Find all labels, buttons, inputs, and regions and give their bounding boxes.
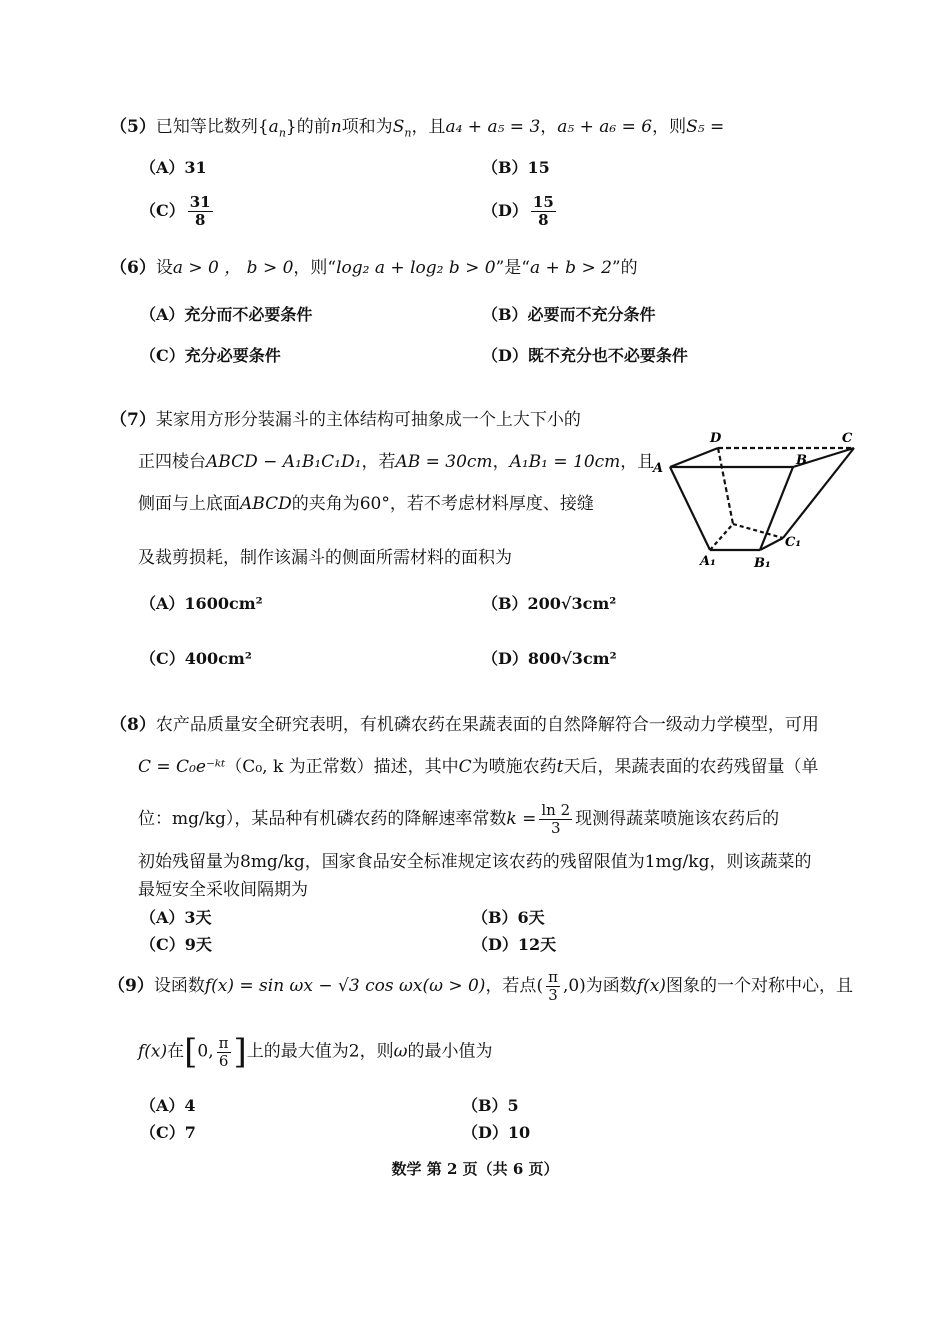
- edge-DD1: [718, 448, 733, 524]
- q9-number: （9）: [108, 976, 154, 996]
- q8-k-den: 3: [550, 819, 561, 837]
- q9-option-d-label: （D）: [462, 1123, 508, 1142]
- edge-CC1: [783, 448, 854, 538]
- q8-line-2-c: 为喷施农药: [471, 757, 557, 777]
- q6-option-b-text: 必要而不充分条件: [527, 305, 656, 324]
- q5-option-c: [140, 194, 216, 229]
- q6-option-c-label: （C）: [140, 346, 185, 365]
- q6-cond: a > 0 ， b > 0: [172, 258, 294, 278]
- q9-point-den: 3: [548, 986, 558, 1004]
- q9-option-d-text: 10: [507, 1123, 531, 1142]
- q5-n: n: [330, 117, 342, 137]
- q5-text-c: 项和为: [341, 117, 393, 137]
- q9-line-2-c: 的最小值为: [407, 1041, 493, 1062]
- label-A1: A₁: [700, 554, 716, 569]
- q9-line-1-b: ，若点: [485, 976, 537, 996]
- q5-stem: （5）已知等比数列$\{a_n\}$的前n项和为$S_n$，且a₄ + a₅ = 3，a₅ + a₆ = 6，则S₅ =: [110, 117, 725, 140]
- q8-option-b-text: 6天: [517, 908, 545, 927]
- q5-number: （5）: [110, 117, 156, 137]
- q8-line-3-a: 位：mg/kg），某品种有机磷农药的降解速率常数: [138, 809, 507, 829]
- q9-omega: ω: [393, 1041, 408, 1062]
- q5-option-b: [482, 158, 550, 178]
- q5-option-c-den: 8: [194, 211, 206, 229]
- q6-option-b-label: （B）: [482, 305, 528, 324]
- q7-line-2-a: 正四棱台: [138, 452, 206, 472]
- q8-option-a-label: （A）: [140, 908, 185, 927]
- q7-line-2: [138, 451, 654, 473]
- q7-option-b: [482, 594, 616, 614]
- q9-line-2: [138, 1032, 492, 1072]
- q6-option-d: [482, 346, 688, 366]
- q8-line-2: [138, 756, 819, 778]
- q9-point-open: (: [536, 976, 544, 996]
- q8-option-b: [472, 908, 545, 928]
- frustum-figure: [648, 422, 868, 574]
- q5-seq-var: a: [268, 117, 279, 137]
- q7-line-2-f: A₁B₁ = 10cm: [509, 452, 621, 472]
- q5-text-d: ，且: [411, 117, 446, 137]
- edge-D1C1: [733, 524, 783, 538]
- q8-line-3: [138, 802, 779, 837]
- q9-interval-a: 0,: [197, 1041, 214, 1062]
- label-A: A: [653, 461, 664, 476]
- q7-option-c-text: 400cm²: [184, 649, 252, 668]
- q6-text-d: ”的: [611, 258, 638, 278]
- q9-interval-fraction: [217, 1035, 231, 1070]
- q7-option-a-label: （A）: [140, 594, 185, 613]
- q5-option-b-label: （B）: [482, 158, 528, 177]
- q9-interval-den: 6: [218, 1051, 229, 1070]
- q8-option-c: [140, 935, 212, 955]
- q8-line-2-b: C: [458, 757, 472, 777]
- q8-line-4: [138, 851, 811, 873]
- q6-number: （6）: [110, 258, 156, 278]
- q8-option-b-label: （B）: [472, 908, 518, 927]
- q6-option-b: [482, 305, 656, 325]
- q6-option-a-label: （A）: [140, 305, 185, 324]
- q8-line-4-text: 初始残留量为8mg/kg，国家食品安全标准规定该农药的残留限值为1mg/kg，则该蔬菜的: [138, 852, 812, 872]
- q5-seq-sub: n: [278, 126, 286, 140]
- q8-option-a: [140, 908, 212, 928]
- q8-line-5-text: 最短安全采收间隔期为: [138, 880, 308, 900]
- q8-line-1: [110, 714, 819, 736]
- q6-text-c: ”是“: [495, 258, 530, 278]
- q7-line-2-g: ，且: [620, 452, 655, 472]
- q9-option-d: [462, 1123, 530, 1143]
- q9-line-2-fx: f(x): [138, 1041, 168, 1062]
- q5-S-sub: n: [404, 126, 412, 140]
- q6-option-d-text: 既不充分也不必要条件: [527, 346, 688, 365]
- q6-text-a: 设: [155, 258, 173, 278]
- q9-option-a-label: （A）: [140, 1096, 185, 1115]
- q9-point-fraction: [546, 969, 560, 1004]
- q8-option-d: [472, 935, 556, 955]
- q5-text-e: ，则: [652, 117, 687, 137]
- q7-option-a: [140, 594, 263, 614]
- q9-option-a: [140, 1096, 196, 1116]
- label-B: B: [796, 453, 807, 468]
- q5-option-b-text: 15: [527, 158, 550, 177]
- q6-option-d-label: （D）: [482, 346, 528, 365]
- label-C1: C₁: [785, 535, 802, 550]
- q6-option-a-text: 充分而不必要条件: [184, 305, 313, 324]
- q7-line-2-b: ABCD − A₁B₁C₁D₁: [206, 452, 362, 472]
- edge-A1D1: [710, 524, 733, 550]
- q8-k-fraction: [539, 802, 572, 837]
- q9-line-1-a: 设函数: [153, 976, 205, 996]
- q8-line-3-b: 现测得蔬菜喷施该农药后的: [575, 809, 780, 829]
- q9-option-b-text: 5: [507, 1096, 519, 1115]
- q9-option-a-text: 4: [184, 1096, 196, 1115]
- q7-option-b-label: （B）: [482, 594, 528, 613]
- q7-line-1-text: 某家用方形分装漏斗的主体结构可抽象成一个上大下小的: [155, 410, 581, 430]
- q7-line-1: [110, 409, 581, 431]
- q6-option-a: [140, 305, 312, 325]
- q8-k: k =: [506, 809, 537, 829]
- q5-text-b: 的前: [296, 117, 331, 137]
- q7-line-2-e: ，: [492, 452, 510, 472]
- q8-option-a-text: 3天: [184, 908, 212, 927]
- q7-line-2-c: ，若: [361, 452, 396, 472]
- q8-k-num: ln 2: [541, 801, 571, 819]
- q9-point-rest: ,0): [562, 976, 586, 996]
- label-D: D: [710, 431, 722, 446]
- label-C: C: [842, 431, 853, 446]
- q9-option-c: [140, 1123, 196, 1143]
- q6-option-c-text: 充分必要条件: [184, 346, 281, 365]
- q8-formula: C = C₀e⁻ᵏᵗ: [138, 757, 226, 777]
- q7-line-3-c: 的夹角为60°，若不考虑材料厚度、接缝: [291, 494, 594, 514]
- q9-option-b: [462, 1096, 519, 1116]
- edge-AD: [670, 448, 718, 467]
- q9-line-2-a: 在: [167, 1041, 185, 1062]
- q5-seq: $\{a_n\}$: [257, 117, 297, 140]
- q9-point-num: π: [548, 968, 558, 986]
- q7-line-3-b: ABCD: [240, 494, 292, 514]
- q5-cond1: a₄ + a₅ = 3: [445, 117, 541, 137]
- q6-option-c: [140, 346, 281, 366]
- q8-option-c-text: 9天: [184, 935, 212, 954]
- q5-cond2: a₅ + a₆ = 6: [557, 117, 653, 137]
- q7-option-a-text: 1600cm²: [184, 594, 263, 613]
- q8-option-d-label: （D）: [472, 935, 518, 954]
- q8-line-2-e: 天后，果蔬表面的农药残留量（单: [563, 757, 819, 777]
- q5-option-d-den: 8: [538, 211, 549, 229]
- q9-line-2-b: 上的最大值为2，则: [246, 1041, 394, 1062]
- q9-bracket-right: ]: [233, 1032, 247, 1072]
- q7-option-d-label: （D）: [482, 649, 528, 668]
- q8-line-2-d: t: [556, 757, 564, 777]
- q9-interval-num: π: [218, 1033, 229, 1052]
- q9-function: f(x) = sin ωx − √3 cos ωx(ω > 0): [204, 976, 486, 996]
- q7-option-c: [140, 649, 252, 669]
- q8-option-c-label: （C）: [140, 935, 185, 954]
- q7-line-3: [138, 493, 594, 515]
- q9-option-b-label: （B）: [462, 1096, 508, 1115]
- q8-number: （8）: [110, 715, 156, 735]
- q9-line-1-c: 为函数: [585, 976, 637, 996]
- q8-line-1-text: 农产品质量安全研究表明，有机磷农药在果蔬表面的自然降解符合一级动力学模型，可用: [155, 715, 819, 735]
- q9-option-c-label: （C）: [140, 1123, 185, 1142]
- page-footer: 数学 第 2 页（共 6 页）: [391, 1160, 559, 1178]
- q5-option-a-text: 31: [184, 158, 207, 177]
- q5-option-c-fraction: [188, 194, 213, 229]
- q5-option-d-fraction: [531, 194, 556, 229]
- q5-option-a-label: （A）: [140, 158, 185, 177]
- q5-text-a: 已知等比数列: [155, 117, 258, 137]
- q5-option-c-label: （C）: [140, 201, 185, 220]
- q6-text-b: ，则“: [293, 258, 337, 278]
- edge-AA1: [670, 467, 710, 550]
- q9-bracket-left: [: [184, 1032, 198, 1072]
- q8-option-d-text: 12天: [517, 935, 557, 954]
- q7-option-b-text: 200√3cm²: [527, 594, 617, 613]
- q7-option-d-text: 800√3cm²: [527, 649, 617, 668]
- q5-option-d: [482, 194, 559, 229]
- q8-line-5: [138, 879, 308, 901]
- q5-option-a: [140, 158, 207, 178]
- label-B1: B₁: [754, 556, 771, 571]
- q5-target: S₅ =: [686, 117, 725, 137]
- q6-expr1: log₂ a + log₂ b > 0: [336, 258, 496, 278]
- q9-line-1-fx: f(x): [636, 976, 666, 996]
- q9-line-1: [108, 969, 853, 1004]
- q6-stem: [110, 257, 638, 279]
- q5-S: S: [392, 117, 405, 137]
- q9-line-1-d: 图象的一个对称中心，且: [665, 976, 853, 996]
- q6-expr2: a + b > 2: [529, 258, 612, 278]
- q5-option-d-label: （D）: [482, 201, 528, 220]
- q5-option-d-num: 15: [532, 193, 554, 211]
- q7-option-c-label: （C）: [140, 649, 185, 668]
- q8-line-2-a: （C₀, k 为正常数）描述，其中: [225, 757, 459, 777]
- q7-line-4-text: 及裁剪损耗，制作该漏斗的侧面所需材料的面积为: [138, 548, 512, 568]
- q7-option-d: [482, 649, 617, 669]
- q7-line-2-d: AB = 30cm: [395, 452, 493, 472]
- q5-option-c-num: 31: [189, 193, 211, 211]
- q7-number: （7）: [110, 410, 156, 430]
- q7-line-3-a: 侧面与上底面: [138, 494, 240, 514]
- q9-option-c-text: 7: [184, 1123, 196, 1142]
- q7-line-4: [138, 547, 512, 569]
